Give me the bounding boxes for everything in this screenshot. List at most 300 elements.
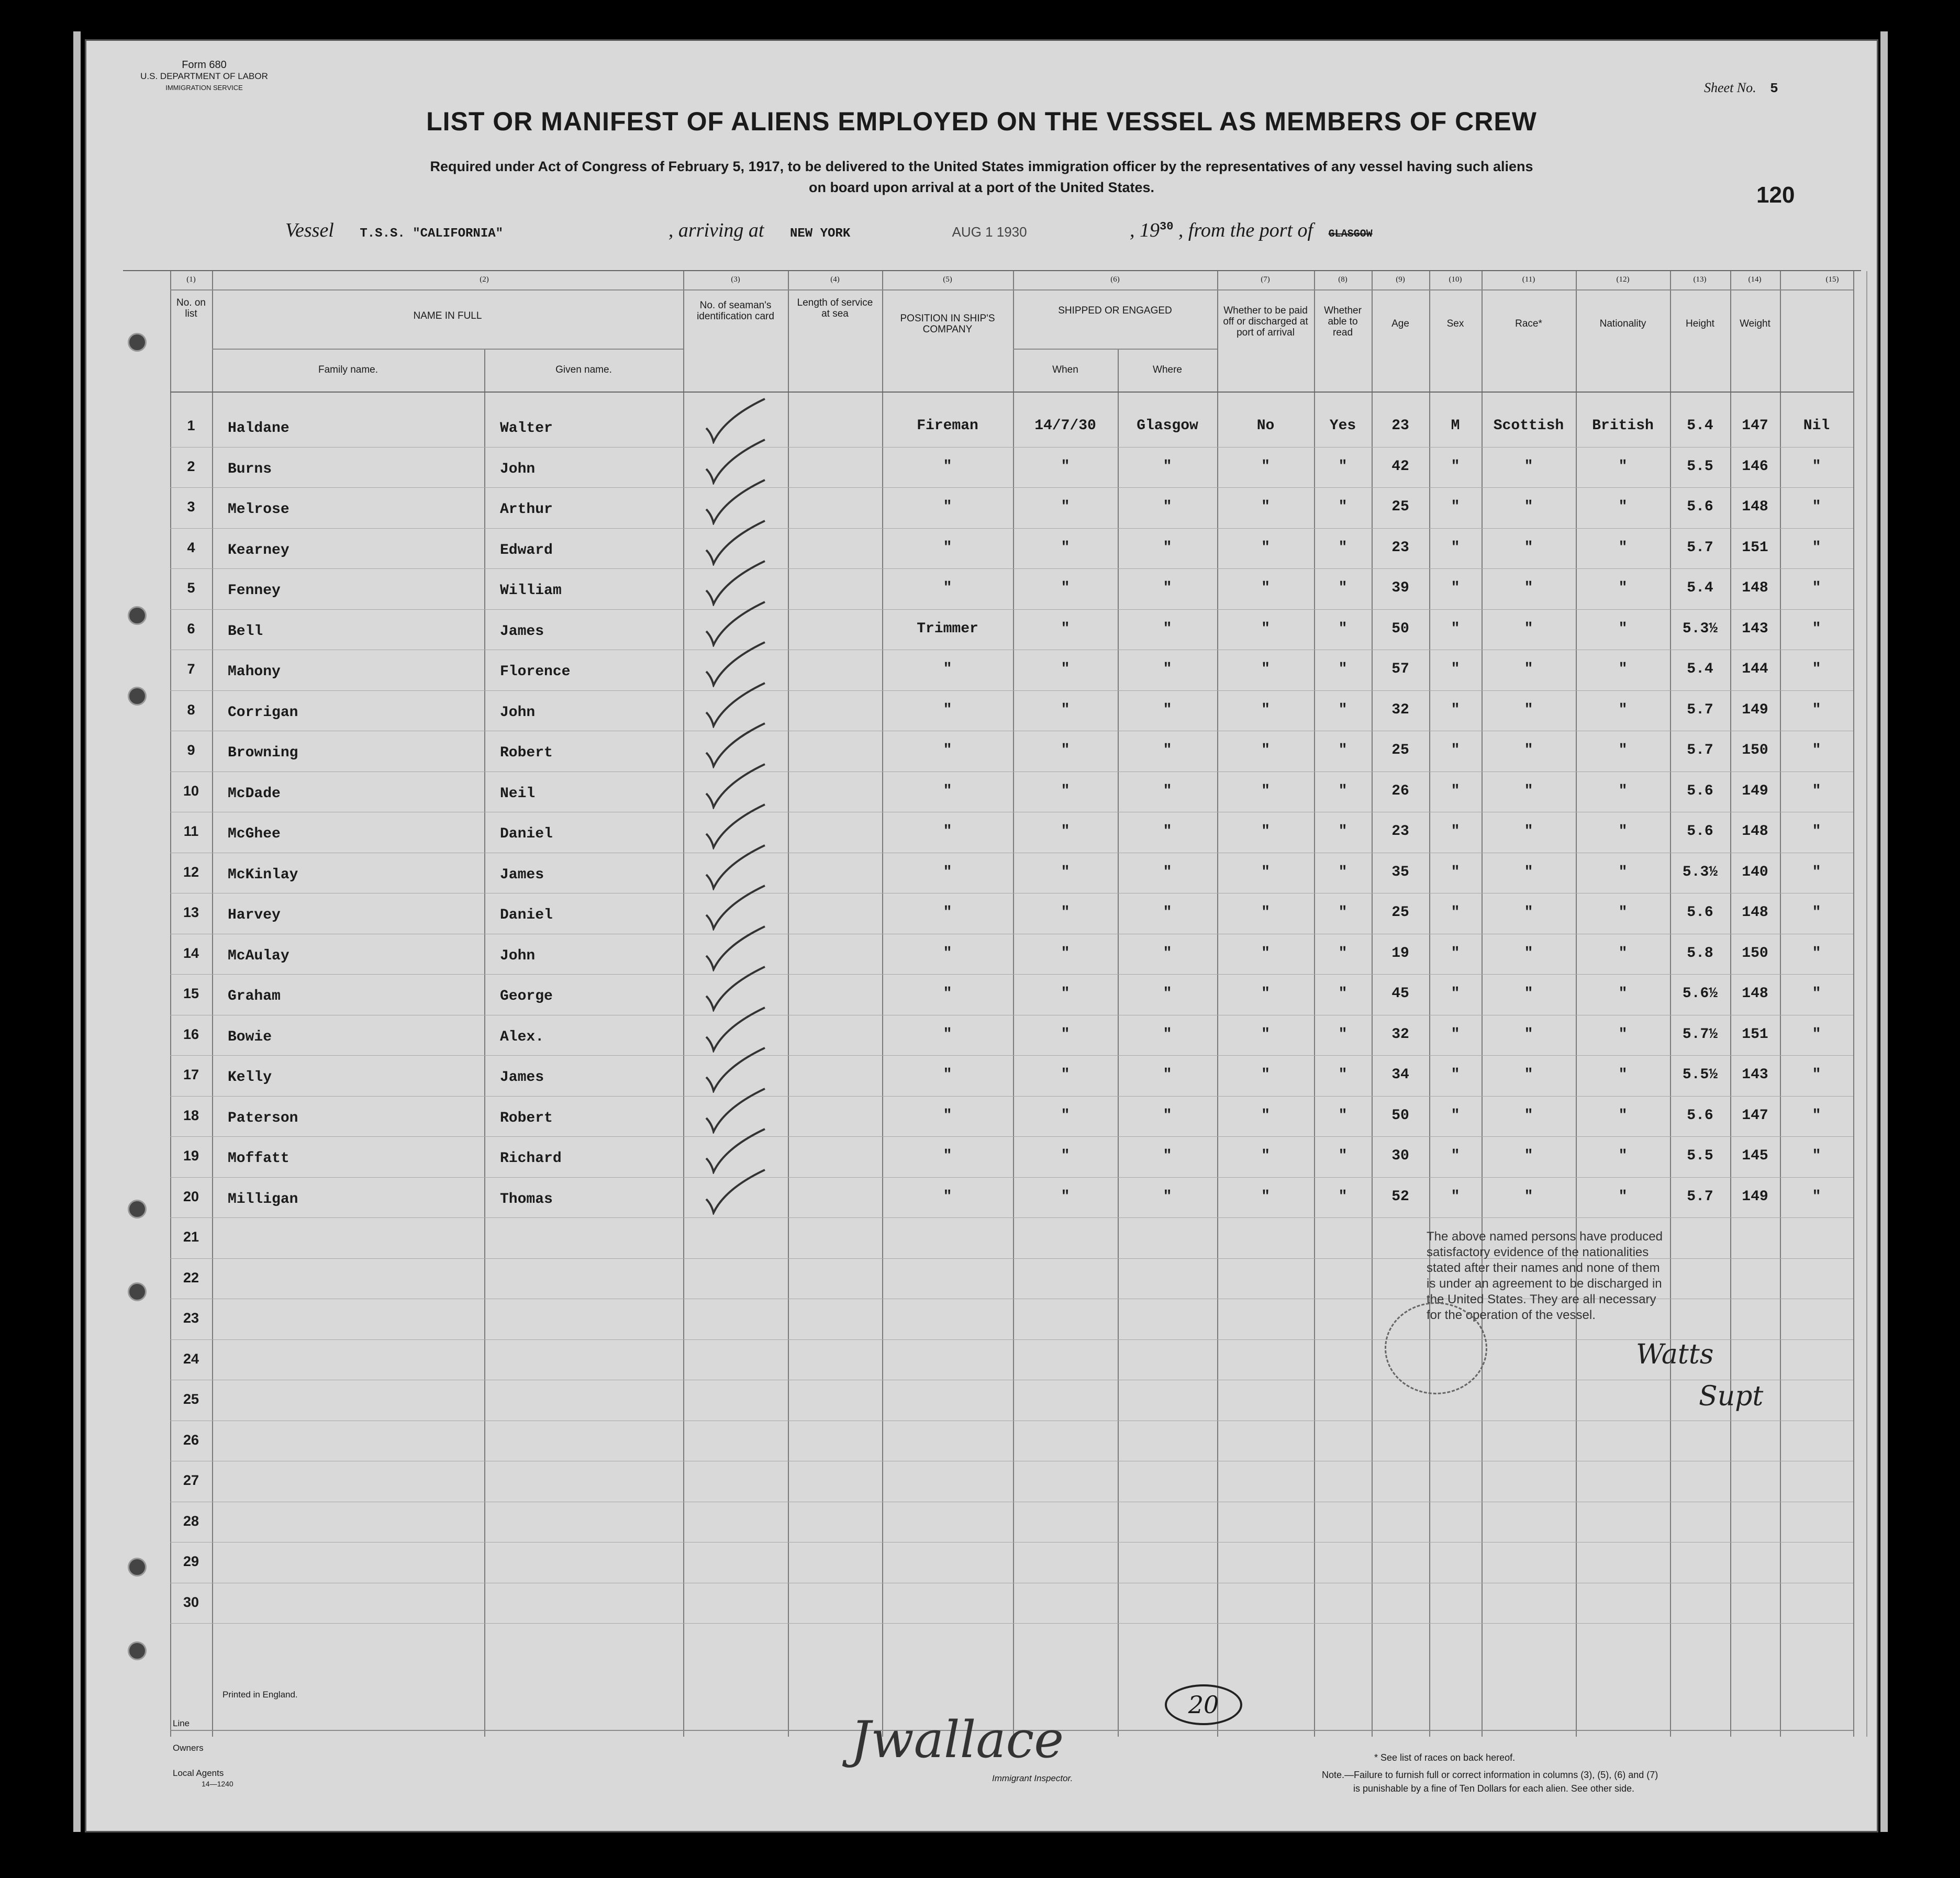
sex-cell: ": [1451, 499, 1460, 515]
weight-cell: 149: [1742, 783, 1768, 799]
race-cell: ": [1524, 783, 1533, 799]
sex-heading: Sex: [1446, 318, 1464, 329]
race-heading: Race*: [1515, 318, 1542, 329]
given-name-cell: Daniel: [500, 907, 553, 923]
paid-off-cell: No: [1256, 418, 1275, 434]
height-cell: 5.4: [1687, 661, 1713, 677]
sex-cell: ": [1451, 540, 1460, 556]
column-rule: [882, 271, 883, 1737]
column-rule: [212, 271, 213, 1737]
nationality-cell: ": [1618, 904, 1628, 921]
where-cell: ": [1163, 783, 1172, 799]
family-name-cell: McKinlay: [228, 867, 298, 883]
when-cell: ": [1061, 661, 1070, 677]
read-cell: ": [1338, 540, 1348, 556]
position-cell: ": [943, 1026, 952, 1043]
height-cell: 5.7: [1687, 540, 1713, 556]
given-name-cell: Walter: [500, 420, 553, 437]
binder-hole: [128, 1282, 147, 1301]
subtitle-line-2: on board upon arrival at a port of the United States.: [808, 180, 1155, 195]
where-cell: ": [1163, 742, 1172, 758]
family-name-cell: Browning: [228, 745, 298, 761]
paid-off-cell: ": [1261, 945, 1270, 962]
sex-cell: ": [1451, 702, 1460, 718]
race-cell: ": [1524, 1189, 1533, 1205]
column-number: (13): [1693, 275, 1707, 284]
race-cell: ": [1524, 904, 1533, 921]
marks-cell: ": [1812, 1067, 1821, 1083]
family-name-cell: Haldane: [228, 420, 289, 437]
position-cell: ": [943, 540, 952, 556]
race-cell: ": [1524, 1026, 1533, 1043]
row-number: 11: [183, 823, 199, 839]
read-cell: ": [1338, 1108, 1348, 1124]
position-cell: Fireman: [917, 418, 978, 434]
header-rule: [170, 392, 1853, 393]
read-cell: ": [1338, 702, 1348, 718]
where-cell: ": [1163, 661, 1172, 677]
row-number: 10: [183, 783, 199, 799]
family-name-cell: Kelly: [228, 1069, 272, 1086]
weight-cell: 145: [1742, 1148, 1768, 1164]
nationality-cell: ": [1618, 783, 1628, 799]
position-cell: ": [943, 499, 952, 515]
stamp-line: stated after their names and none of them: [1427, 1261, 1660, 1275]
subtitle-line-1: Required under Act of Congress of February 5, 1917, to be delivered to the United States immigration officer by the representatives of any vessel having such aliens: [430, 159, 1533, 174]
paid-off-cell: ": [1261, 986, 1270, 1002]
nationality-cell: ": [1618, 580, 1628, 596]
nationality-cell: ": [1618, 742, 1628, 758]
race-cell: ": [1524, 986, 1533, 1002]
marks-cell: ": [1812, 499, 1821, 515]
check-mark-icon: [704, 559, 767, 606]
line-label: Line: [173, 1718, 190, 1728]
family-name-cell: Fenney: [228, 583, 281, 599]
department: U.S. DEPARTMENT OF LABOR: [140, 71, 268, 81]
column-number: (4): [830, 275, 840, 284]
family-name-cell: Graham: [228, 988, 281, 1004]
paid-off-cell: ": [1261, 864, 1270, 880]
stamp-line: is under an agreement to be discharged in: [1427, 1277, 1662, 1291]
age-cell: 19: [1391, 945, 1409, 962]
age-cell: 34: [1391, 1067, 1409, 1083]
family-name-cell: Corrigan: [228, 705, 298, 721]
sex-cell: M: [1451, 418, 1460, 434]
when-cell: ": [1061, 702, 1070, 718]
age-cell: 23: [1391, 540, 1409, 556]
marks-cell: ": [1812, 580, 1821, 596]
paid-off-cell: ": [1261, 783, 1270, 799]
position-cell: ": [943, 864, 952, 880]
race-cell: ": [1524, 864, 1533, 880]
header-rule: [1013, 349, 1217, 350]
sheet-label: Sheet No.: [1704, 80, 1756, 95]
marks-cell: ": [1812, 1189, 1821, 1205]
column-rule: [170, 271, 171, 1737]
marks-cell: ": [1812, 904, 1821, 921]
master-signature: Watts: [1636, 1339, 1714, 1370]
page-number: 120: [1756, 182, 1795, 208]
given-name-cell: John: [500, 948, 536, 964]
row-number: 7: [187, 661, 195, 677]
binder-hole: [128, 1558, 147, 1577]
race-note: * See list of races on back hereof.: [1374, 1752, 1516, 1763]
paid-off-cell: ": [1261, 661, 1270, 677]
race-cell: ": [1524, 1108, 1533, 1124]
marks-cell: Nil: [1803, 418, 1830, 434]
sex-cell: ": [1451, 459, 1460, 475]
row-rule: [170, 1623, 1853, 1624]
paid-off-cell: ": [1261, 540, 1270, 556]
row-number: 14: [183, 945, 199, 961]
where-cell: ": [1163, 1189, 1172, 1205]
marks-cell: ": [1812, 702, 1821, 718]
sex-cell: ": [1451, 1067, 1460, 1083]
weight-cell: 148: [1742, 580, 1768, 596]
height-cell: 5.3½: [1682, 864, 1718, 880]
age-cell: 25: [1391, 499, 1409, 515]
column-number: (8): [1338, 275, 1348, 284]
check-mark-icon: [704, 1127, 767, 1174]
stamp-seal: [1385, 1302, 1487, 1394]
when-heading: When: [1052, 364, 1078, 375]
position-cell: ": [943, 742, 952, 758]
marks-cell: ": [1812, 1148, 1821, 1164]
header-rule: [212, 349, 683, 350]
position-cell: ": [943, 702, 952, 718]
height-cell: 5.4: [1687, 580, 1713, 596]
sex-cell: ": [1451, 621, 1460, 637]
row-number: 3: [187, 499, 195, 515]
where-cell: ": [1163, 1108, 1172, 1124]
paid-off-cell: ": [1261, 621, 1270, 637]
id-card-heading: No. of seaman's identification card: [697, 300, 774, 322]
stamp-line: for the operation of the vessel.: [1427, 1308, 1596, 1322]
paid-off-cell: ": [1261, 499, 1270, 515]
age-cell: 50: [1391, 621, 1409, 637]
row-number: 20: [183, 1189, 199, 1204]
nationality-cell: ": [1618, 459, 1628, 475]
sex-cell: ": [1451, 742, 1460, 758]
age-cell: 42: [1391, 459, 1409, 475]
check-mark-icon: [704, 802, 767, 849]
when-cell: ": [1061, 1067, 1070, 1083]
where-cell: ": [1163, 540, 1172, 556]
when-cell: 14/7/30: [1034, 418, 1096, 434]
marks-cell: ": [1812, 1108, 1821, 1124]
given-name-cell: Alex.: [500, 1029, 544, 1045]
document-title: LIST OR MANIFEST OF ALIENS EMPLOYED ON THE VESSEL AS MEMBERS OF CREW: [426, 107, 1537, 136]
sex-cell: ": [1451, 1189, 1460, 1205]
nationality-cell: ": [1618, 621, 1628, 637]
weight-cell: 148: [1742, 904, 1768, 921]
race-cell: ": [1524, 621, 1533, 637]
nationality-stamp: [1427, 1229, 1793, 1323]
row-rule: [170, 487, 1853, 488]
check-mark-icon: [704, 1168, 767, 1215]
where-cell: Glasgow: [1137, 418, 1198, 434]
paid-off-cell: ": [1261, 1108, 1270, 1124]
check-mark-icon: [704, 721, 767, 768]
where-cell: ": [1163, 459, 1172, 475]
given-name-cell: John: [500, 705, 536, 721]
owners-label: Owners: [173, 1743, 204, 1753]
when-cell: ": [1061, 986, 1070, 1002]
age-cell: 25: [1391, 904, 1409, 921]
height-cell: 5.5: [1687, 459, 1713, 475]
position-cell: ": [943, 459, 952, 475]
column-number: (3): [731, 275, 740, 284]
column-number: (1): [186, 275, 196, 284]
height-cell: 5.6: [1687, 499, 1713, 515]
where-cell: ": [1163, 580, 1172, 596]
check-mark-icon: [704, 965, 767, 1012]
row-number: 19: [183, 1148, 199, 1164]
when-cell: ": [1061, 580, 1070, 596]
column-rule: [1670, 271, 1671, 1737]
weight-cell: 148: [1742, 499, 1768, 515]
binder-hole: [128, 333, 147, 352]
read-cell: ": [1338, 986, 1348, 1002]
age-cell: 25: [1391, 742, 1409, 758]
read-cell: ": [1338, 742, 1348, 758]
binder-hole: [128, 1200, 147, 1219]
able-to-read-heading: Whether able to read: [1324, 305, 1362, 338]
marks-cell: ": [1812, 783, 1821, 799]
agents-label: Local Agents: [173, 1768, 224, 1778]
read-cell: ": [1338, 783, 1348, 799]
stamp-line: the United States. They are all necessary: [1427, 1292, 1656, 1306]
position-cell: ": [943, 783, 952, 799]
service: IMMIGRATION SERVICE: [165, 84, 243, 92]
row-number: 27: [183, 1472, 199, 1488]
sheet-value: 5: [1770, 81, 1778, 96]
row-number: 13: [183, 904, 199, 920]
position-heading: POSITION IN SHIP'S COMPANY: [900, 313, 995, 335]
given-name-cell: Robert: [500, 1110, 553, 1126]
row-number: 9: [187, 742, 195, 758]
age-cell: 52: [1391, 1189, 1409, 1205]
row-number: 1: [187, 418, 195, 433]
row-rule: [170, 1177, 1853, 1178]
when-cell: ": [1061, 540, 1070, 556]
race-cell: ": [1524, 742, 1533, 758]
row-number: 25: [183, 1391, 199, 1407]
name-in-full-heading: NAME IN FULL: [413, 310, 482, 321]
sex-cell: ": [1451, 1148, 1460, 1164]
when-cell: ": [1061, 1108, 1070, 1124]
date-stamp: AUG 1 1930: [952, 224, 1027, 240]
paid-off-cell: ": [1261, 459, 1270, 475]
check-mark-icon: [704, 640, 767, 687]
nationality-cell: ": [1618, 823, 1628, 840]
position-cell: ": [943, 986, 952, 1002]
position-cell: ": [943, 904, 952, 921]
column-rule: [1853, 271, 1854, 1737]
column-rule: [788, 271, 789, 1737]
marks-cell: ": [1812, 621, 1821, 637]
age-cell: 39: [1391, 580, 1409, 596]
paid-off-cell: ": [1261, 904, 1270, 921]
column-rule: [1866, 271, 1867, 1737]
where-cell: ": [1163, 864, 1172, 880]
page-edge-left: [73, 31, 81, 1832]
no-on-list-heading: No. on list: [176, 297, 206, 319]
row-number: 22: [183, 1270, 199, 1285]
height-cell: 5.7: [1687, 1189, 1713, 1205]
form-code: 14—1240: [202, 1780, 233, 1788]
weight-heading: Weight: [1740, 318, 1770, 329]
column-rule: [1118, 350, 1119, 1737]
family-name-cell: Paterson: [228, 1110, 298, 1126]
penalty-note-1: Note.—Failure to furnish full or correct information in columns (3), (5), (6) and (7): [1322, 1770, 1658, 1780]
marks-cell: ": [1812, 945, 1821, 962]
weight-cell: 140: [1742, 864, 1768, 880]
sex-cell: ": [1451, 580, 1460, 596]
row-rule: [170, 447, 1853, 448]
where-cell: ": [1163, 823, 1172, 840]
row-rule: [170, 1339, 1853, 1340]
paid-off-cell: ": [1261, 823, 1270, 840]
sex-cell: ": [1451, 904, 1460, 921]
column-number: (10): [1449, 275, 1462, 284]
stamp-line: satisfactory evidence of the nationalities: [1427, 1245, 1649, 1259]
race-cell: ": [1524, 1067, 1533, 1083]
read-cell: ": [1338, 823, 1348, 840]
weight-cell: 143: [1742, 1067, 1768, 1083]
where-cell: ": [1163, 621, 1172, 637]
marks-cell: ": [1812, 742, 1821, 758]
family-name-cell: Bell: [228, 623, 263, 640]
shipped-engaged-heading: SHIPPED OR ENGAGED: [1058, 305, 1172, 316]
when-cell: ": [1061, 1189, 1070, 1205]
column-rule: [1314, 271, 1315, 1737]
weight-cell: 148: [1742, 823, 1768, 840]
row-rule: [170, 690, 1853, 691]
sex-cell: ": [1451, 945, 1460, 962]
height-cell: 5.7: [1687, 702, 1713, 718]
family-name-cell: Milligan: [228, 1191, 298, 1208]
nationality-cell: ": [1618, 1108, 1628, 1124]
sex-cell: ": [1451, 783, 1460, 799]
check-mark-icon: [704, 397, 767, 444]
nationality-cell: British: [1592, 418, 1654, 434]
weight-cell: 151: [1742, 1026, 1768, 1043]
row-number: 18: [183, 1108, 199, 1123]
stamp-line: The above named persons have produced: [1427, 1229, 1663, 1244]
height-cell: 5.6: [1687, 904, 1713, 921]
read-cell: ": [1338, 499, 1348, 515]
header-rule: [170, 289, 1853, 290]
year-prefix: , 19: [1130, 219, 1160, 241]
nationality-cell: ": [1618, 540, 1628, 556]
age-cell: 45: [1391, 986, 1409, 1002]
race-cell: ": [1524, 823, 1533, 840]
height-cell: 5.7: [1687, 742, 1713, 758]
when-cell: ": [1061, 1026, 1070, 1043]
marks-cell: ": [1812, 459, 1821, 475]
given-name-cell: Thomas: [500, 1191, 553, 1208]
document-subtitle: [191, 156, 1772, 198]
height-cell: 5.7½: [1682, 1026, 1718, 1043]
position-cell: ": [943, 1108, 952, 1124]
height-cell: 5.3½: [1682, 621, 1718, 637]
height-cell: 5.6: [1687, 1108, 1713, 1124]
where-cell: ": [1163, 1148, 1172, 1164]
where-cell: ": [1163, 1026, 1172, 1043]
race-cell: Scottish: [1493, 418, 1564, 434]
weight-cell: 150: [1742, 945, 1768, 962]
binder-hole: [128, 606, 147, 625]
row-number: 12: [183, 864, 199, 880]
when-cell: ": [1061, 621, 1070, 637]
age-heading: Age: [1391, 318, 1409, 329]
weight-cell: 149: [1742, 702, 1768, 718]
position-cell: ": [943, 823, 952, 840]
vessel-name: T.S.S. "CALIFORNIA": [360, 227, 504, 241]
nationality-cell: ": [1618, 499, 1628, 515]
arrival-port: NEW YORK: [790, 227, 851, 241]
column-rule: [1013, 271, 1014, 1737]
race-cell: ": [1524, 580, 1533, 596]
check-mark-icon: [704, 478, 767, 525]
crew-table: [86, 271, 1877, 1726]
column-number: (11): [1522, 275, 1535, 284]
sex-cell: ": [1451, 986, 1460, 1002]
manifest-page: [86, 41, 1877, 1831]
row-number: 28: [183, 1513, 199, 1529]
column-number: (6): [1110, 275, 1120, 284]
weight-cell: 146: [1742, 459, 1768, 475]
row-number: 16: [183, 1026, 199, 1042]
marks-cell: ": [1812, 540, 1821, 556]
given-name-cell: James: [500, 867, 544, 883]
given-name-cell: George: [500, 988, 553, 1004]
weight-cell: 143: [1742, 621, 1768, 637]
given-name-cell: James: [500, 1069, 544, 1086]
row-number: 5: [187, 580, 195, 596]
column-number: (15): [1825, 275, 1839, 284]
position-cell: ": [943, 945, 952, 962]
weight-cell: 151: [1742, 540, 1768, 556]
check-mark-icon: [704, 884, 767, 931]
height-cell: 5.5½: [1682, 1067, 1718, 1083]
read-cell: ": [1338, 1189, 1348, 1205]
where-cell: ": [1163, 945, 1172, 962]
family-name-cell: Bowie: [228, 1029, 272, 1045]
race-cell: ": [1524, 540, 1533, 556]
when-cell: ": [1061, 499, 1070, 515]
sex-cell: ": [1451, 661, 1460, 677]
given-name-cell: Robert: [500, 745, 553, 761]
race-cell: ": [1524, 661, 1533, 677]
when-cell: ": [1061, 1148, 1070, 1164]
column-rule: [1730, 271, 1731, 1737]
marks-cell: ": [1812, 864, 1821, 880]
sheet-number: [1704, 80, 1778, 96]
age-cell: 26: [1391, 783, 1409, 799]
race-cell: ": [1524, 499, 1533, 515]
age-cell: 32: [1391, 1026, 1409, 1043]
given-name-cell: Edward: [500, 542, 553, 558]
read-cell: ": [1338, 580, 1348, 596]
paid-off-heading: Whether to be paid off or discharged at port of arrival: [1223, 305, 1308, 338]
marks-cell: ": [1812, 1026, 1821, 1043]
given-name-cell: Daniel: [500, 826, 553, 842]
where-heading: Where: [1153, 364, 1182, 375]
column-rule: [1576, 271, 1577, 1737]
where-cell: ": [1163, 499, 1172, 515]
